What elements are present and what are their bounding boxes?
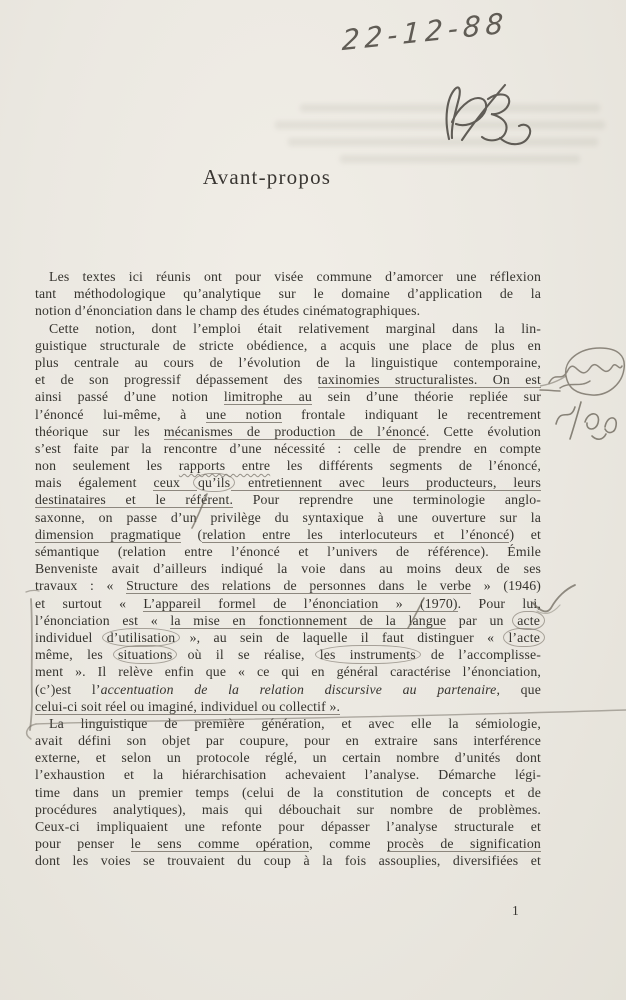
text-line (35, 457, 541, 474)
annotated-text-segment: relation entre les interlocuteurs et l’énoncé (202, 526, 510, 542)
text-segment: externe, et selon un protocole réglé, un certain nombre d’unités dont (35, 750, 541, 766)
text-segment: Les textes ici réunis ont pour visée commune d’amorcer une réflexion (49, 269, 541, 284)
text-line (35, 371, 541, 388)
text-segment: s’est faite par la rencontre d’une nécessité : celle de prendre en compte (35, 440, 541, 456)
margin-circled-scribble (540, 348, 624, 395)
text-line (35, 646, 541, 663)
text-line (35, 526, 541, 543)
text-segment: procédures analytiques), mais qui débouchait sur nombre de problèmes. (35, 801, 541, 817)
text-segment: Cette notion, dont l’emploi était relativement marginal dans la lin- (49, 320, 541, 336)
text-segment: l’énonciation est « (35, 612, 171, 628)
pencil-extension-stroke (540, 376, 566, 386)
text-line (35, 543, 541, 560)
annotated-text-segment: destinataires et le référent. (35, 492, 234, 508)
text-segment: guistique structurale de stricte obédience, a acquis une place de plus en (35, 337, 541, 353)
text-segment: . Cette évolution (425, 423, 541, 439)
text-segment: ) et (509, 526, 542, 542)
text-segment: saxonne, on passe d’un privilège du syntaxique à une ouverture sur la (35, 509, 541, 525)
text-segment: individuel (35, 629, 106, 645)
annotated-text-segment: rapports entre (178, 458, 271, 474)
text-segment: de l’accomplisse- (416, 647, 541, 663)
text-segment: frontale indiquant le recentrement (281, 406, 541, 422)
text-segment: (c’)est l’ (35, 681, 101, 697)
text-segment: l’exhaustion et la hiérarchisation achevaient l’analyse. Démarche légi- (35, 767, 541, 783)
text-line (35, 560, 541, 577)
text-segment: time dans un premier temps (celui de la constitution de concepts et de (35, 784, 541, 800)
text-segment: La linguistique de première génération, et avec elle la sémiologie, (49, 715, 541, 731)
text-segment: sein d’une théorie repliée sur (311, 389, 541, 405)
annotated-text-segment: les instruments (315, 645, 421, 664)
text-line (35, 612, 541, 629)
text-line (35, 337, 541, 354)
annotated-text-segment: limitrophe au (223, 389, 312, 405)
text-line (35, 681, 541, 698)
signature-scribble (447, 85, 531, 144)
text-line (35, 801, 541, 818)
annotated-text-segment: celui-ci soit réel ou imaginé, individuel ou collectif ». (35, 698, 341, 714)
text-segment: mais également (35, 475, 154, 491)
text-segment: pour penser (35, 836, 131, 852)
annotated-text-segment: l’acte (503, 628, 545, 647)
text-line (35, 663, 541, 680)
text-segment: et surtout « (35, 595, 144, 611)
text-segment: plus centrale au cours de l’évolution de la linguistique contemporaine, (35, 354, 541, 370)
text-block (35, 268, 541, 870)
text-segment: même, les (35, 647, 118, 663)
annotated-text-segment: L’appareil formel de l’énonciation » (1970) (143, 595, 458, 611)
text-segment: Ceux-ci impliquaient une refonte pour dépasser l’analyse structurale et (35, 819, 541, 834)
page-title: Avant-propos (202, 165, 332, 189)
annotated-text-segment: Structure des relations de personnes dans le verbe (126, 578, 472, 594)
annotated-text-segment: ceux (153, 475, 197, 491)
annotated-text-segment: situations (113, 645, 177, 664)
text-line (35, 715, 541, 732)
text-segment: et de son progressif dépassement des (35, 372, 318, 388)
annotated-text-segment: la mise en fonctionnement de la langue (170, 612, 447, 628)
text-line (35, 406, 541, 423)
text-segment: ment ». Il relève enfin que « ce qui en général caractérise l’énonciation, (35, 664, 541, 680)
text-line (35, 491, 541, 508)
text-line (35, 509, 541, 526)
bleedthrough-ghost-text (300, 104, 600, 112)
annotated-text-segment: accentuation de la relation discursive au partenaire (100, 681, 497, 697)
text-line (35, 595, 541, 612)
handwritten-date-annotation: 22-12-88 (341, 6, 509, 58)
text-segment: Benveniste avait d’ailleurs indiqué la voie dans au moins deux de ses (35, 561, 541, 577)
text-line (35, 302, 541, 319)
text-line (35, 423, 541, 440)
text-line (35, 852, 541, 869)
text-line (35, 474, 541, 491)
text-line (35, 784, 541, 801)
text-line (35, 835, 541, 852)
text-line (35, 388, 541, 405)
text-segment: où il se réalise, (173, 647, 319, 663)
text-segment: avait défini son objet par coupure, pour en extraire sans interférence (35, 733, 541, 749)
text-line (35, 268, 541, 285)
text-line (35, 629, 541, 646)
text-line (35, 320, 541, 337)
text-segment: par un (446, 612, 517, 628)
bleedthrough-ghost-text (288, 138, 598, 146)
annotated-text-segment: qu’ils (193, 473, 235, 492)
text-segment: non seulement les (35, 458, 179, 474)
annotated-text-segment: procès de signification (387, 836, 541, 852)
annotated-text-segment: taxinomies structuralistes. On est (317, 372, 541, 388)
text-line (35, 749, 541, 766)
text-line (35, 766, 541, 783)
text-segment: théorique sur les (35, 423, 164, 439)
text-line (35, 440, 541, 457)
text-segment: l’énoncé lui-même, à (35, 406, 206, 422)
text-segment: . Pour lui, (457, 595, 542, 611)
text-segment: Pour reprendre une terminologie anglo- (233, 492, 541, 508)
page-number: 1 (512, 903, 519, 918)
text-segment: , que (496, 681, 541, 697)
annotated-text-segment: acte (512, 611, 545, 630)
text-segment: les différents segments de l’énoncé, (270, 458, 541, 474)
text-segment: , comme (309, 836, 388, 852)
text-line (35, 698, 541, 715)
text-line (35, 354, 541, 371)
margin-scribble (556, 402, 616, 439)
annotated-text-segment: une notion (205, 406, 282, 422)
text-line (35, 818, 541, 835)
text-segment: », au sein de laquelle il faut distinguer « (176, 629, 508, 645)
text-segment: travaux : « (35, 578, 127, 594)
bleedthrough-ghost-text (275, 121, 605, 129)
annotated-text-segment: mécanismes de production de l’énoncé (163, 423, 426, 439)
text-segment: dont les voies se trouvaient du coup à la fois assouplies, diversifiées et (35, 853, 541, 869)
annotated-text-segment: d’utilisation (102, 628, 181, 647)
annotated-text-segment: dimension pragmatique (35, 526, 181, 542)
text-segment: sémantique (relation entre l’énoncé et l’univers de référence). Émile (35, 544, 541, 559)
text-line (35, 732, 541, 749)
text-segment: tant méthodologique qu’analytique sur le domaine d’application de la (35, 286, 541, 302)
text-line (35, 285, 541, 302)
annotated-text-segment: entretiennent avec leurs producteurs, leurs (231, 475, 541, 491)
annotated-text-segment: le sens comme opération (130, 836, 310, 852)
text-line (35, 577, 541, 594)
text-segment: ainsi passé d’une notion (35, 389, 224, 405)
text-segment: » (1946) (471, 578, 542, 594)
text-segment: ( (181, 526, 203, 542)
text-segment: notion d’énonciation dans le champ des études cinématographiques. (35, 303, 421, 319)
bleedthrough-ghost-text (340, 155, 580, 163)
